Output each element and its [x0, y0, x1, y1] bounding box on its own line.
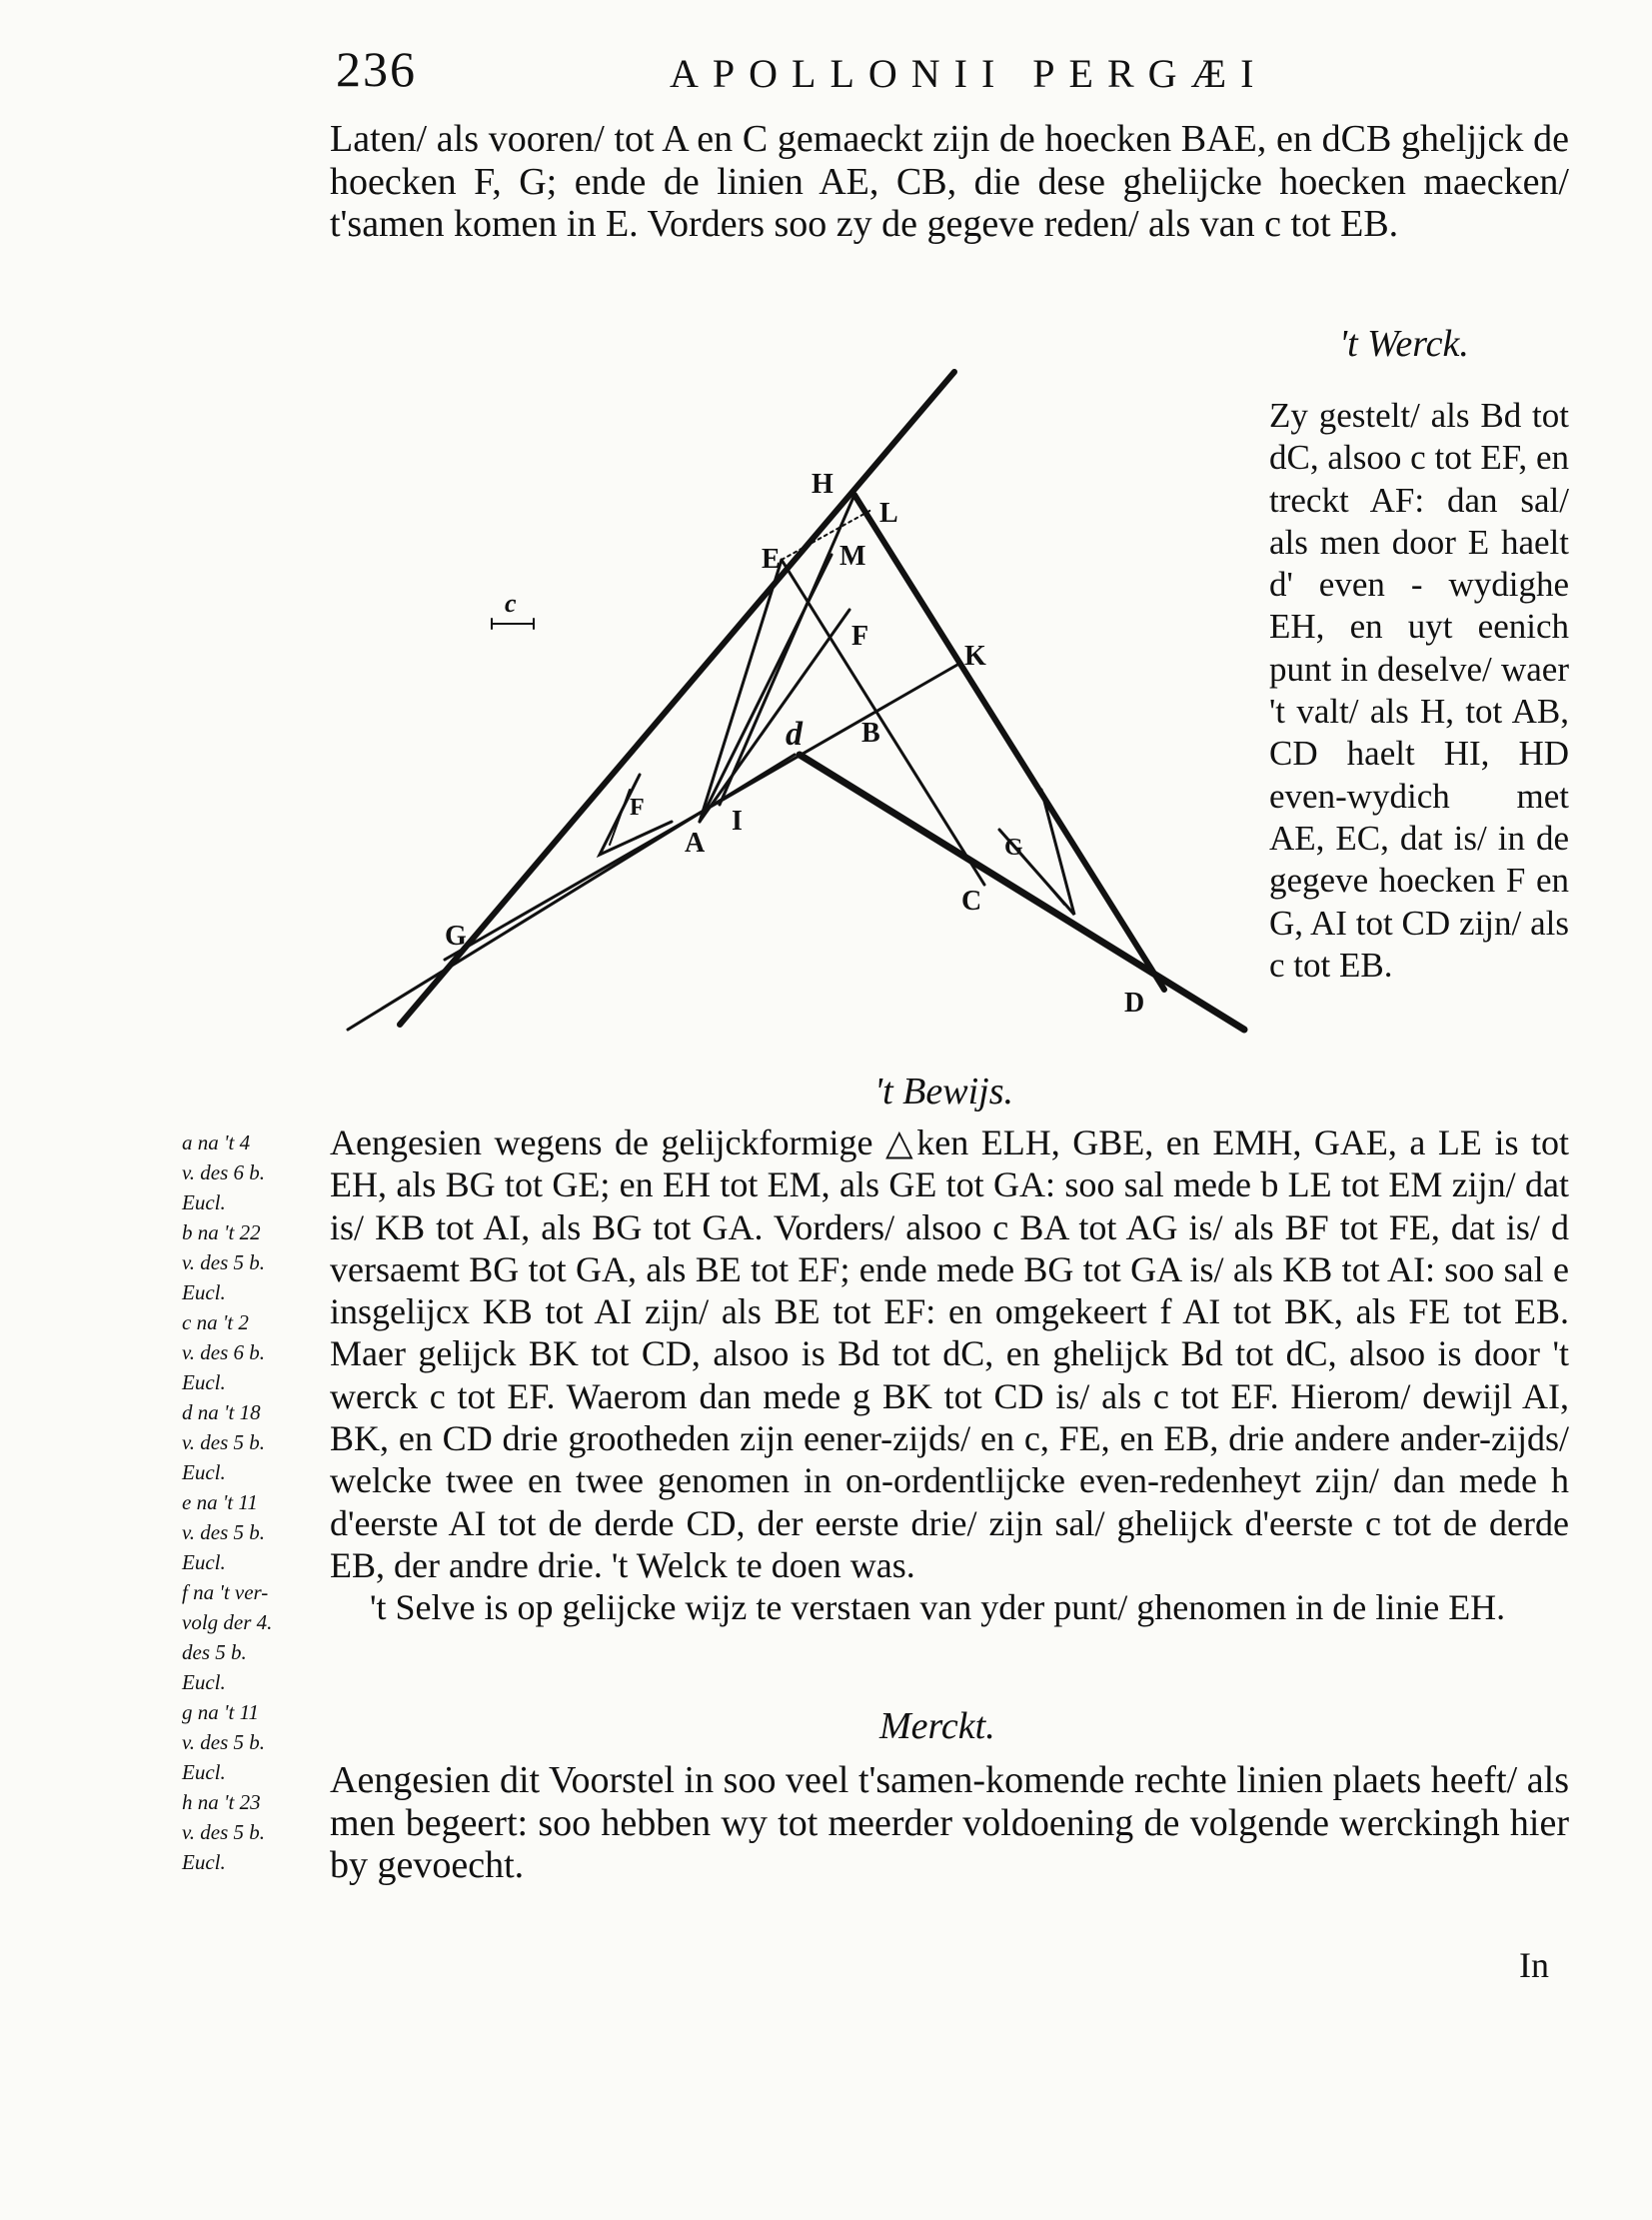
line-dD	[800, 755, 1244, 1030]
line-HD	[854, 495, 1164, 990]
margin-note: d na 't 18	[182, 1400, 261, 1424]
margin-note: v. des 5 b.	[182, 1520, 266, 1544]
label-angle-G: G	[1004, 835, 1023, 861]
label-c: c	[505, 589, 517, 618]
bewijs-heading: 't Bewijs.	[874, 1071, 1014, 1112]
margin-note: Eucl.	[182, 1460, 226, 1484]
werck-text: Zy gestelt/ als Bd tot dC, alsoo c tot EF, en treckt AF: dan sal/ als men door E haelt d' even - wydighe EH, en uyt eenich punt in deselve/ waer 't valt/ als H, tot AB, CD haelt HI, HD even-wydich met AE, EC, dat is/ in de gegeve hoecken F en G, AI tot CD zijn/ als c tot EB.	[1269, 396, 1569, 985]
margin-note: h na 't 23	[182, 1790, 261, 1814]
margin-note: v. des 5 b.	[182, 1250, 266, 1274]
angle-F-inner	[610, 790, 630, 845]
margin-note: v. des 6 b.	[182, 1160, 266, 1184]
catchword: In	[1519, 1945, 1549, 1985]
label-C: C	[961, 886, 982, 917]
margin-note: c na 't 2	[182, 1310, 249, 1334]
label-E: E	[762, 544, 781, 575]
margin-note: volg der 4.	[182, 1610, 273, 1634]
label-D: D	[1124, 988, 1145, 1019]
bewijs-text-2: 't Selve is op gelijcke wijz te verstaen van yder punt/ ghenomen in de linie EH.	[370, 1587, 1506, 1628]
margin-note: Eucl.	[182, 1550, 226, 1574]
margin-note: v. des 5 b.	[182, 1430, 266, 1454]
margin-note: Eucl.	[182, 1280, 226, 1304]
label-M: M	[839, 541, 866, 572]
label-K: K	[964, 641, 986, 672]
margin-note: Eucl.	[182, 1760, 226, 1784]
label-d: d	[786, 716, 803, 753]
intro-text: Laten/ als vooren/ tot A en C gemaeckt zijn de hoecken BAE, en dCB gheljjck de hoecken F, G; ende de linien AE, CB, die dese ghelijcke hoecken maecken/ t'samen komen in E. Vorders soo zy de gegeve reden/ als van c tot EB.	[330, 118, 1569, 245]
margin-note: g na 't 11	[182, 1700, 260, 1724]
margin-note: Eucl.	[182, 1370, 226, 1394]
margin-note: v. des 6 b.	[182, 1340, 266, 1364]
bewijs-paragraph	[330, 1121, 1569, 1629]
label-G: G	[445, 921, 467, 952]
label-L: L	[879, 498, 898, 529]
label-H: H	[812, 469, 833, 500]
line-EC	[782, 560, 984, 885]
merckt-heading: Merckt.	[879, 1705, 995, 1747]
margin-note: Eucl.	[182, 1670, 226, 1694]
margin-notes	[182, 1127, 332, 1877]
margin-note: v. des 5 b.	[182, 1820, 266, 1844]
merckt-text: Aengesien dit Voorstel in soo veel t'samen-komende rechte linien plaets heeft/ als men begeert: soo hebben wy tot meerder voldoening de volgende werckingh hier by gevoecht.	[330, 1759, 1569, 1886]
label-I: I	[732, 806, 743, 837]
margin-note: e na 't 11	[182, 1490, 258, 1514]
running-title: APOLLONII PERGÆI	[670, 51, 1268, 96]
label-F: F	[851, 621, 869, 652]
werck-paragraph	[1269, 395, 1569, 987]
label-angle-F: F	[630, 795, 645, 821]
page-number: 236	[336, 41, 417, 97]
margin-note: f na 't ver-	[182, 1580, 269, 1604]
line-G-H-up	[400, 372, 954, 1025]
margin-note: Eucl.	[182, 1190, 226, 1214]
merckt-paragraph	[330, 1759, 1569, 1887]
bewijs-text: Aengesien wegens de gelijckformige △ken ELH, GBE, en EMH, GAE, a LE is tot EH, als BG tot GE; en EH tot EM, als GE tot GA: soo sal mede b LE tot EM zijn/ dat is/ KB tot AI, als BG tot GA. Vorders/ alsoo c BA tot AG is/ als BF tot FE, dat is/ d versaemt BG tot GA, als BE tot EF; ende mede BG tot GA is/ als KB tot AI: soo sal e insgelijcx KB tot AI zijn/ als BE tot EF: en omgekeert f AI tot BK, als FE tot EB. Maer gelijck BK tot CD, alsoo is Bd tot dC, en ghelijck Bd tot dC, alsoo is door 't werck c tot EF. Waerom dan mede g BK tot CD is/ als c tot EF. Hierom/ dewijl AI, BK, en CD drie grootheden zijn eener-zijds/ en c, FE, en EB, drie andere ander-zijds/ welcke twee en twee genomen in on-ordentlijcke even-redenheyt zijn/ dan mede h d'eerste AI tot de derde CD, der eerste drie/ zijn sal/ ghelijck d'eerste c tot de derde EB, der andre drie. 't Welck te doen was.	[330, 1122, 1569, 1585]
margin-note: Eucl.	[182, 1850, 226, 1874]
margin-note: v. des 5 b.	[182, 1730, 266, 1754]
margin-note: des 5 b.	[182, 1640, 247, 1664]
label-B: B	[861, 718, 880, 749]
label-A: A	[685, 828, 706, 859]
margin-note: a na 't 4	[182, 1130, 251, 1154]
werck-heading: 't Werck.	[1339, 323, 1469, 365]
margin-note: b na 't 22	[182, 1220, 261, 1244]
